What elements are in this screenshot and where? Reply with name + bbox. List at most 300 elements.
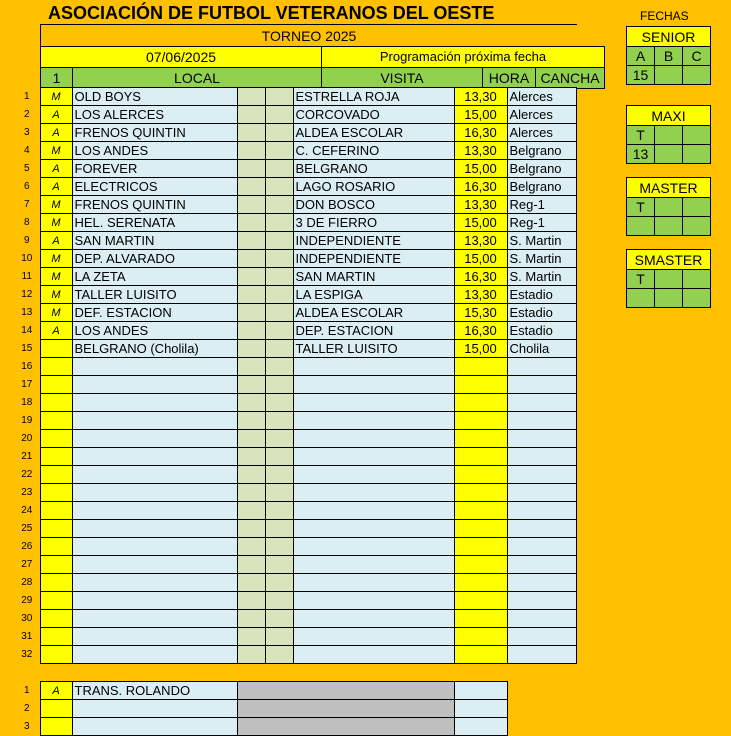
visita-score-cell[interactable] <box>265 628 293 646</box>
category-cell[interactable] <box>40 556 72 574</box>
cancha-cell[interactable] <box>507 502 576 520</box>
hora-cell[interactable] <box>454 412 507 430</box>
cancha-cell[interactable]: S. Martin <box>507 232 576 250</box>
visita-score-cell[interactable] <box>265 232 293 250</box>
local-score-cell[interactable] <box>237 124 265 142</box>
senior-col-a[interactable]: A <box>627 47 655 66</box>
table-row <box>0 160 576 178</box>
local-cell[interactable] <box>72 448 237 466</box>
local-cell[interactable]: LOS ANDES <box>72 322 237 340</box>
local-score-cell[interactable] <box>237 250 265 268</box>
visita-score-cell[interactable] <box>265 484 293 502</box>
master-cell[interactable] <box>683 198 711 217</box>
visita-score-cell[interactable] <box>265 214 293 232</box>
hora-cell[interactable]: 15,00 <box>454 340 507 358</box>
local-score-cell[interactable] <box>237 106 265 124</box>
gray-cell[interactable] <box>237 682 454 700</box>
local-score-cell[interactable] <box>237 592 265 610</box>
category-cell[interactable] <box>40 358 72 376</box>
col-header-local[interactable]: LOCAL <box>73 68 322 89</box>
cancha-cell[interactable] <box>507 466 576 484</box>
local-cell[interactable]: HEL. SERENATA <box>72 214 237 232</box>
smaster-cell[interactable]: T <box>627 270 655 289</box>
col-header-cancha[interactable]: CANCHA <box>536 68 605 89</box>
blank-cell[interactable] <box>454 718 507 736</box>
local-score-cell[interactable] <box>237 358 265 376</box>
category-cell[interactable]: A <box>40 124 72 142</box>
cancha-cell[interactable]: Belgrano <box>507 160 576 178</box>
visita-cell[interactable] <box>293 448 454 466</box>
visita-cell[interactable]: C. CEFERINO <box>293 142 454 160</box>
senior-cell-a[interactable]: 15 <box>627 66 655 85</box>
category-cell[interactable] <box>40 484 72 502</box>
visita-cell[interactable] <box>293 520 454 538</box>
local-score-cell[interactable] <box>237 340 265 358</box>
local-cell[interactable]: DEF. ESTACION <box>72 304 237 322</box>
visita-score-cell[interactable] <box>265 304 293 322</box>
category-cell[interactable] <box>40 646 72 664</box>
category-cell[interactable]: A <box>40 106 72 124</box>
cancha-cell[interactable] <box>507 448 576 466</box>
cancha-cell[interactable]: Belgrano <box>507 178 576 196</box>
row-number: 31 <box>21 630 33 642</box>
visita-score-cell[interactable] <box>265 268 293 286</box>
visita-cell[interactable]: ALDEA ESCOLAR <box>293 124 454 142</box>
maxi-cell[interactable] <box>655 126 683 145</box>
visita-score-cell[interactable] <box>265 322 293 340</box>
visita-cell[interactable]: ESTRELLA ROJA <box>293 88 454 106</box>
local-cell[interactable]: ELECTRICOS <box>72 178 237 196</box>
category-cell[interactable]: M <box>40 268 72 286</box>
hora-cell[interactable] <box>454 574 507 592</box>
local-cell[interactable]: BELGRANO (Cholila) <box>72 340 237 358</box>
hora-cell[interactable] <box>454 646 507 664</box>
maxi-cell[interactable]: 13 <box>627 145 655 164</box>
local-cell[interactable] <box>72 520 237 538</box>
visita-cell[interactable] <box>293 574 454 592</box>
hora-cell[interactable]: 13,30 <box>454 286 507 304</box>
local-cell[interactable]: FRENOS QUINTIN <box>72 196 237 214</box>
row-number: 10 <box>21 252 33 264</box>
visita-score-cell[interactable] <box>265 538 293 556</box>
hora-cell[interactable] <box>454 538 507 556</box>
visita-score-cell[interactable] <box>265 88 293 106</box>
master-panel <box>626 177 711 236</box>
table-row <box>0 304 576 322</box>
maxi-cell[interactable] <box>683 126 711 145</box>
cancha-cell[interactable] <box>507 520 576 538</box>
local-cell[interactable] <box>72 484 237 502</box>
local-score-cell[interactable] <box>237 304 265 322</box>
visita-cell[interactable]: SAN MARTIN <box>293 268 454 286</box>
hora-cell[interactable]: 13,30 <box>454 142 507 160</box>
master-cell[interactable] <box>655 217 683 236</box>
visita-score-cell[interactable] <box>265 502 293 520</box>
smaster-cell[interactable] <box>655 289 683 308</box>
category-cell[interactable] <box>40 430 72 448</box>
smaster-cell[interactable] <box>683 270 711 289</box>
category-cell[interactable] <box>40 502 72 520</box>
col-header-hora[interactable]: HORA <box>483 68 536 89</box>
visita-cell[interactable]: INDEPENDIENTE <box>293 232 454 250</box>
cancha-cell[interactable]: Alerces <box>507 106 576 124</box>
cancha-cell[interactable]: Reg-1 <box>507 214 576 232</box>
visita-score-cell[interactable] <box>265 394 293 412</box>
blank-cell[interactable] <box>454 682 507 700</box>
row-number: 20 <box>21 432 33 444</box>
category-cell[interactable] <box>40 448 72 466</box>
table-row <box>0 610 576 628</box>
category-cell[interactable] <box>40 700 72 718</box>
team-cell[interactable] <box>72 700 237 718</box>
category-cell[interactable]: A <box>40 322 72 340</box>
hora-cell[interactable]: 16,30 <box>454 322 507 340</box>
senior-title[interactable]: SENIOR <box>627 27 711 47</box>
maxi-title[interactable]: MAXI <box>627 106 711 126</box>
cancha-cell[interactable] <box>507 376 576 394</box>
cancha-cell[interactable] <box>507 610 576 628</box>
hora-cell[interactable] <box>454 610 507 628</box>
visita-score-cell[interactable] <box>265 340 293 358</box>
cancha-cell[interactable] <box>507 574 576 592</box>
local-cell[interactable] <box>72 430 237 448</box>
local-score-cell[interactable] <box>237 628 265 646</box>
row-number: 1 <box>23 684 30 696</box>
visita-cell[interactable] <box>293 394 454 412</box>
category-cell[interactable]: M <box>40 304 72 322</box>
row-number: 21 <box>21 450 33 462</box>
visita-score-cell[interactable] <box>265 448 293 466</box>
cancha-cell[interactable]: S. Martin <box>507 250 576 268</box>
maxi-cell[interactable]: T <box>627 126 655 145</box>
extra-table <box>0 681 508 736</box>
hora-cell[interactable] <box>454 448 507 466</box>
subtitle-cell[interactable]: Programación próxima fecha <box>322 47 605 68</box>
cancha-cell[interactable] <box>507 484 576 502</box>
hora-cell[interactable] <box>454 592 507 610</box>
cancha-cell[interactable]: Cholila <box>507 340 576 358</box>
date-cell[interactable]: 07/06/2025 <box>41 47 322 68</box>
local-score-cell[interactable] <box>237 394 265 412</box>
visita-cell[interactable] <box>293 592 454 610</box>
local-score-cell[interactable] <box>237 178 265 196</box>
local-score-cell[interactable] <box>237 196 265 214</box>
local-score-cell[interactable] <box>237 412 265 430</box>
local-cell[interactable]: LOS ANDES <box>72 142 237 160</box>
hora-cell[interactable] <box>454 502 507 520</box>
category-cell[interactable] <box>40 340 72 358</box>
local-score-cell[interactable] <box>237 538 265 556</box>
cancha-cell[interactable]: Reg-1 <box>507 196 576 214</box>
table-row <box>0 232 576 250</box>
local-score-cell[interactable] <box>237 520 265 538</box>
cancha-cell[interactable] <box>507 592 576 610</box>
visita-cell[interactable] <box>293 466 454 484</box>
visita-cell[interactable]: DON BOSCO <box>293 196 454 214</box>
visita-cell[interactable] <box>293 358 454 376</box>
visita-score-cell[interactable] <box>265 412 293 430</box>
category-cell[interactable]: M <box>40 88 72 106</box>
category-cell[interactable] <box>40 466 72 484</box>
visita-cell[interactable]: LA ESPIGA <box>293 286 454 304</box>
visita-cell[interactable]: LAGO ROSARIO <box>293 178 454 196</box>
table-row <box>0 520 576 538</box>
category-cell[interactable]: A <box>40 178 72 196</box>
local-cell[interactable] <box>72 358 237 376</box>
cancha-cell[interactable] <box>507 358 576 376</box>
master-title[interactable]: MASTER <box>627 178 711 198</box>
category-cell[interactable] <box>40 520 72 538</box>
senior-cell-c[interactable] <box>683 66 711 85</box>
local-cell[interactable] <box>72 556 237 574</box>
local-cell[interactable] <box>72 376 237 394</box>
visita-cell[interactable] <box>293 646 454 664</box>
visita-score-cell[interactable] <box>265 556 293 574</box>
local-cell[interactable] <box>72 466 237 484</box>
maxi-cell[interactable] <box>655 145 683 164</box>
cancha-cell[interactable] <box>507 394 576 412</box>
table-row <box>0 286 576 304</box>
senior-col-c[interactable]: C <box>683 47 711 66</box>
table-row <box>0 556 576 574</box>
row-number: 1 <box>23 90 30 102</box>
local-score-cell[interactable] <box>237 610 265 628</box>
local-score-cell[interactable] <box>237 574 265 592</box>
cancha-cell[interactable]: S. Martin <box>507 268 576 286</box>
visita-cell[interactable] <box>293 538 454 556</box>
visita-score-cell[interactable] <box>265 646 293 664</box>
smaster-title[interactable]: SMASTER <box>627 250 711 270</box>
local-cell[interactable]: TALLER LUISITO <box>72 286 237 304</box>
local-cell[interactable] <box>72 592 237 610</box>
cancha-cell[interactable]: Estadio <box>507 286 576 304</box>
visita-score-cell[interactable] <box>265 106 293 124</box>
visita-cell[interactable] <box>293 610 454 628</box>
table-row <box>0 718 507 736</box>
category-cell[interactable]: A <box>40 160 72 178</box>
team-cell[interactable]: TRANS. ROLANDO <box>72 682 237 700</box>
hora-cell[interactable]: 15,00 <box>454 214 507 232</box>
visita-cell[interactable] <box>293 376 454 394</box>
senior-cell-b[interactable] <box>655 66 683 85</box>
visita-cell[interactable] <box>293 412 454 430</box>
local-cell[interactable]: LOS ALERCES <box>72 106 237 124</box>
visita-cell[interactable] <box>293 484 454 502</box>
local-score-cell[interactable] <box>237 214 265 232</box>
category-cell[interactable]: M <box>40 214 72 232</box>
cancha-cell[interactable] <box>507 430 576 448</box>
row-number: 7 <box>23 198 30 210</box>
cancha-cell[interactable]: Belgrano <box>507 142 576 160</box>
category-cell[interactable] <box>40 574 72 592</box>
visita-cell[interactable] <box>293 556 454 574</box>
local-score-cell[interactable] <box>237 466 265 484</box>
row-number: 4 <box>23 144 30 156</box>
hora-cell[interactable]: 15,00 <box>454 106 507 124</box>
visita-score-cell[interactable] <box>265 430 293 448</box>
visita-score-cell[interactable] <box>265 520 293 538</box>
cancha-cell[interactable] <box>507 646 576 664</box>
local-score-cell[interactable] <box>237 376 265 394</box>
maxi-cell[interactable] <box>683 145 711 164</box>
local-score-cell[interactable] <box>237 484 265 502</box>
visita-cell[interactable] <box>293 502 454 520</box>
hora-cell[interactable]: 15,00 <box>454 250 507 268</box>
hora-cell[interactable] <box>454 520 507 538</box>
hora-cell[interactable] <box>454 466 507 484</box>
visita-cell[interactable]: DEP. ESTACION <box>293 322 454 340</box>
visita-score-cell[interactable] <box>265 178 293 196</box>
senior-col-b[interactable]: B <box>655 47 683 66</box>
visita-score-cell[interactable] <box>265 160 293 178</box>
cancha-cell[interactable] <box>507 412 576 430</box>
hora-cell[interactable]: 16,30 <box>454 268 507 286</box>
category-cell[interactable] <box>40 592 72 610</box>
master-cell[interactable] <box>655 198 683 217</box>
visita-cell[interactable]: ALDEA ESCOLAR <box>293 304 454 322</box>
hora-cell[interactable] <box>454 556 507 574</box>
local-score-cell[interactable] <box>237 322 265 340</box>
row-number: 12 <box>21 288 33 300</box>
cancha-cell[interactable]: Estadio <box>507 304 576 322</box>
visita-cell[interactable]: 3 DE FIERRO <box>293 214 454 232</box>
hora-cell[interactable]: 13,30 <box>454 196 507 214</box>
visita-score-cell[interactable] <box>265 610 293 628</box>
gray-cell[interactable] <box>237 700 454 718</box>
local-cell[interactable]: OLD BOYS <box>72 88 237 106</box>
category-cell[interactable] <box>40 628 72 646</box>
table-row <box>0 682 507 700</box>
visita-score-cell[interactable] <box>265 286 293 304</box>
local-cell[interactable] <box>72 394 237 412</box>
cancha-cell[interactable]: Alerces <box>507 88 576 106</box>
local-score-cell[interactable] <box>237 430 265 448</box>
smaster-cell[interactable] <box>627 289 655 308</box>
local-cell[interactable] <box>72 574 237 592</box>
local-cell[interactable]: FRENOS QUINTIN <box>72 124 237 142</box>
local-cell[interactable] <box>72 628 237 646</box>
hora-cell[interactable]: 16,30 <box>454 124 507 142</box>
visita-cell[interactable]: BELGRANO <box>293 160 454 178</box>
category-cell[interactable]: M <box>40 142 72 160</box>
hora-cell[interactable] <box>454 376 507 394</box>
master-cell[interactable] <box>683 217 711 236</box>
cancha-cell[interactable] <box>507 628 576 646</box>
category-cell[interactable] <box>40 376 72 394</box>
hora-cell[interactable] <box>454 430 507 448</box>
cancha-cell[interactable] <box>507 538 576 556</box>
visita-score-cell[interactable] <box>265 142 293 160</box>
local-cell[interactable] <box>72 538 237 556</box>
local-score-cell[interactable] <box>237 556 265 574</box>
local-cell[interactable] <box>72 502 237 520</box>
local-score-cell[interactable] <box>237 286 265 304</box>
local-score-cell[interactable] <box>237 502 265 520</box>
master-cell[interactable]: T <box>627 198 655 217</box>
visita-cell[interactable] <box>293 628 454 646</box>
category-cell[interactable] <box>40 412 72 430</box>
local-score-cell[interactable] <box>237 448 265 466</box>
local-cell[interactable] <box>72 412 237 430</box>
cancha-cell[interactable]: Alerces <box>507 124 576 142</box>
visita-score-cell[interactable] <box>265 466 293 484</box>
table-row <box>0 124 576 142</box>
team-cell[interactable] <box>72 718 237 736</box>
table-row <box>0 646 576 664</box>
local-score-cell[interactable] <box>237 646 265 664</box>
visita-score-cell[interactable] <box>265 196 293 214</box>
visita-cell[interactable]: CORCOVADO <box>293 106 454 124</box>
master-cell[interactable] <box>627 217 655 236</box>
cancha-cell[interactable]: Estadio <box>507 322 576 340</box>
local-cell[interactable]: DEP. ALVARADO <box>72 250 237 268</box>
visita-score-cell[interactable] <box>265 124 293 142</box>
hora-cell[interactable]: 13,30 <box>454 232 507 250</box>
local-score-cell[interactable] <box>237 232 265 250</box>
hora-cell[interactable]: 16,30 <box>454 178 507 196</box>
category-cell[interactable] <box>40 718 72 736</box>
category-cell[interactable] <box>40 538 72 556</box>
gray-cell[interactable] <box>237 718 454 736</box>
visita-score-cell[interactable] <box>265 592 293 610</box>
category-cell[interactable]: A <box>40 682 72 700</box>
blank-cell[interactable] <box>454 700 507 718</box>
local-cell[interactable]: FOREVER <box>72 160 237 178</box>
local-cell[interactable] <box>72 646 237 664</box>
category-cell[interactable]: M <box>40 196 72 214</box>
local-score-cell[interactable] <box>237 88 265 106</box>
hora-cell[interactable]: 15,00 <box>454 160 507 178</box>
category-cell[interactable] <box>40 394 72 412</box>
category-cell[interactable]: M <box>40 250 72 268</box>
local-score-cell[interactable] <box>237 268 265 286</box>
local-score-cell[interactable] <box>237 142 265 160</box>
row-number: 25 <box>21 522 33 534</box>
visita-score-cell[interactable] <box>265 574 293 592</box>
hora-cell[interactable] <box>454 394 507 412</box>
visita-cell[interactable]: INDEPENDIENTE <box>293 250 454 268</box>
col-header-visita[interactable]: VISITA <box>322 68 483 89</box>
hora-cell[interactable]: 13,30 <box>454 88 507 106</box>
table-row <box>0 376 576 394</box>
visita-score-cell[interactable] <box>265 358 293 376</box>
local-cell[interactable] <box>72 610 237 628</box>
hora-cell[interactable] <box>454 358 507 376</box>
hora-cell[interactable]: 15,30 <box>454 304 507 322</box>
smaster-cell[interactable] <box>683 289 711 308</box>
visita-cell[interactable] <box>293 430 454 448</box>
category-cell[interactable]: M <box>40 286 72 304</box>
row-number: 3 <box>23 720 30 732</box>
hora-cell[interactable] <box>454 628 507 646</box>
smaster-cell[interactable] <box>655 270 683 289</box>
table-row <box>0 196 576 214</box>
row-number: 8 <box>23 216 30 228</box>
local-cell[interactable]: SAN MARTIN <box>72 232 237 250</box>
cancha-cell[interactable] <box>507 556 576 574</box>
local-cell[interactable]: LA ZETA <box>72 268 237 286</box>
category-cell[interactable]: A <box>40 232 72 250</box>
hora-cell[interactable] <box>454 484 507 502</box>
row-number: 17 <box>21 378 33 390</box>
visita-cell[interactable]: TALLER LUISITO <box>293 340 454 358</box>
local-score-cell[interactable] <box>237 160 265 178</box>
category-cell[interactable] <box>40 610 72 628</box>
visita-score-cell[interactable] <box>265 376 293 394</box>
col-header-1[interactable]: 1 <box>41 68 73 89</box>
table-row <box>0 178 576 196</box>
visita-score-cell[interactable] <box>265 250 293 268</box>
